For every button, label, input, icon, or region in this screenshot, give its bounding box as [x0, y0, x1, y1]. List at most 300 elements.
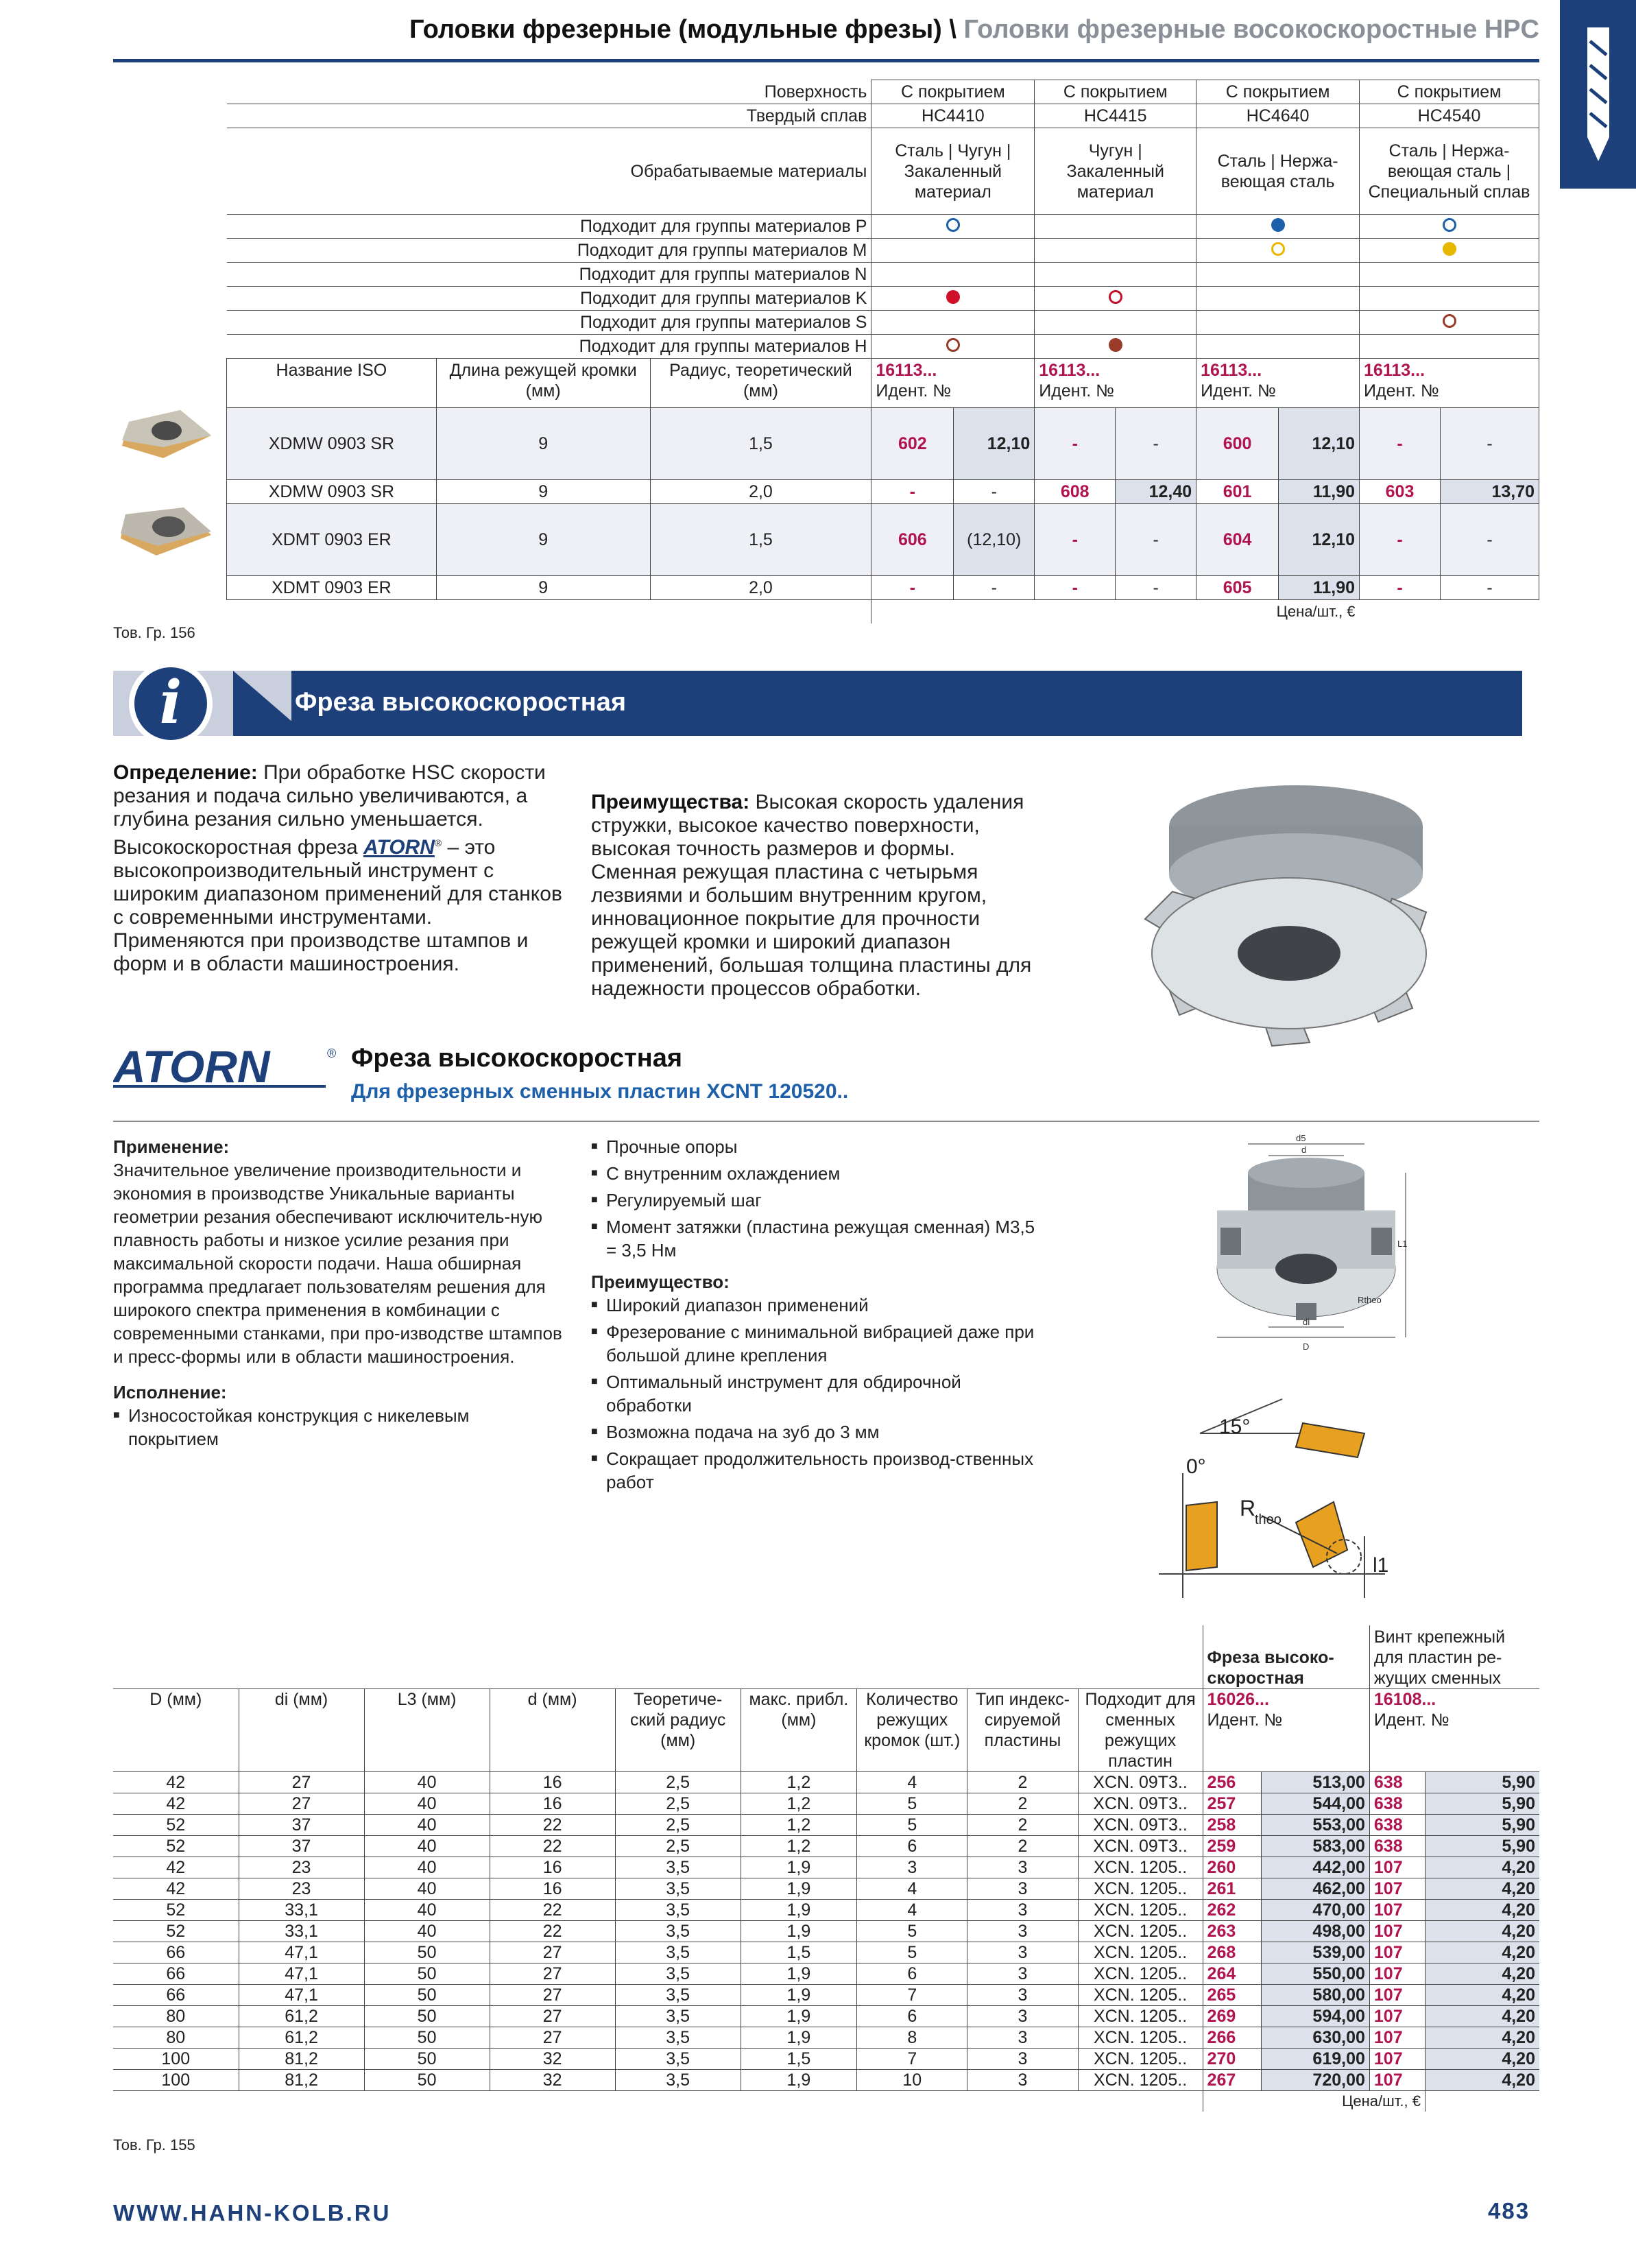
row-label: Подходит для группы материалов S — [227, 311, 871, 335]
cell-radius: 2,5 — [615, 1835, 741, 1857]
ident-number: 605 — [1196, 576, 1279, 600]
cell-D: 52 — [113, 1899, 239, 1920]
ident-label: Идент. № — [1039, 381, 1114, 401]
suitable-outline-icon — [946, 218, 960, 232]
mill-ident: 270 — [1203, 2048, 1261, 2069]
cutting-length: 9 — [436, 504, 650, 576]
drill-icon — [1560, 0, 1636, 189]
suitable-main-icon — [946, 290, 960, 304]
price: - — [1116, 504, 1196, 576]
cell-insert-type: 2 — [967, 1835, 1078, 1857]
suitable-main-icon — [1271, 218, 1285, 232]
list-item: ■ Момент затяжки (пластина режущая сменная) M3,5 = 3,5 Нм — [591, 1215, 1044, 1262]
table-row — [113, 2048, 1539, 2069]
cell-d: 22 — [490, 1920, 615, 1942]
screw-price: 4,20 — [1426, 1920, 1540, 1942]
table-row — [113, 1920, 1539, 1942]
table-row — [113, 1835, 1539, 1857]
ident-label: Идент. № — [1373, 1710, 1449, 1730]
cell-L3: 40 — [364, 1793, 490, 1814]
row-label: Обрабатываемые материалы — [227, 128, 871, 215]
row-label: Подходит для группы материалов K — [227, 287, 871, 311]
mill-ident: 266 — [1203, 2027, 1261, 2048]
application-text: Значительное увеличение производительности и экономия в производстве Уникальные варианты геометрии резания обеспечивают исключитель-ную плавность работы и низкое усилие резания при максимальной скорости подачи. Наша обширная программа предлагает пользователям решения для широкого спектра применения в комбинации с современными станками, при про-изводстве штампов и пресс-формы или в области машиностроения. — [113, 1160, 562, 1367]
price: - — [1116, 408, 1196, 480]
cell-L3: 50 — [364, 1984, 490, 2005]
mill-price: 470,00 — [1261, 1899, 1369, 1920]
list-item: ■ Оптимальный инструмент для обдирочной обработки — [591, 1370, 1044, 1417]
cell-inserts: XCN. 1205.. — [1078, 1899, 1203, 1920]
cell-insert-type: 3 — [967, 1878, 1078, 1899]
row-label: Поверхность — [227, 80, 871, 104]
mill-ident: 258 — [1203, 1814, 1261, 1835]
article-code: 16113... — [876, 361, 937, 380]
ident-number: - — [1035, 504, 1116, 576]
info-title: Фреза высокоскоростная — [295, 688, 627, 717]
table-row — [113, 1984, 1539, 2005]
screw-ident: 107 — [1369, 1942, 1425, 1963]
price: 12,10 — [954, 408, 1035, 480]
screw-ident: 107 — [1369, 1899, 1425, 1920]
price-note: Цена/шт., € — [871, 600, 1360, 624]
cell-di: 27 — [239, 1793, 364, 1814]
screw-ident: 107 — [1369, 2048, 1425, 2069]
advantage-label: Преимущество: — [591, 1272, 730, 1292]
cell-radius: 3,5 — [615, 1984, 741, 2005]
group-k-row — [227, 287, 1539, 311]
cell-radius: 3,5 — [615, 2005, 741, 2027]
cell-edges: 5 — [857, 1814, 967, 1835]
mill-price: 513,00 — [1261, 1771, 1369, 1793]
cell-insert-type: 3 — [967, 1984, 1078, 2005]
atorn-logo — [113, 1042, 339, 1094]
screw-ident: 107 — [1369, 2005, 1425, 2027]
cell-di: 47,1 — [239, 1942, 364, 1963]
table-row — [113, 1857, 1539, 1878]
grade-carbide: HC4415 — [1035, 104, 1196, 128]
cell-D: 80 — [113, 2027, 239, 2048]
label-rtheo: Rtheo — [1358, 1295, 1382, 1305]
mill-ident: 262 — [1203, 1899, 1261, 1920]
cell-insert-type: 3 — [967, 2005, 1078, 2027]
table-row — [113, 1878, 1539, 1899]
cell-radius: 3,5 — [615, 1899, 741, 1920]
table-row — [227, 408, 1539, 480]
row-label: Подходит для группы материалов H — [227, 335, 871, 359]
article-code: 16113... — [1039, 361, 1100, 380]
cell-d: 27 — [490, 2005, 615, 2027]
ident-number: - — [1360, 576, 1441, 600]
cell-max: 1,9 — [741, 1984, 857, 2005]
price: 12,10 — [1279, 408, 1360, 480]
cell-di: 27 — [239, 1771, 364, 1793]
cell-insert-type: 3 — [967, 2069, 1078, 2090]
price-note-row — [113, 2090, 1539, 2112]
cell-d: 22 — [490, 1835, 615, 1857]
cell-max: 1,2 — [741, 1771, 857, 1793]
article-code: 16026... — [1207, 1689, 1269, 1709]
screw-price: 5,90 — [1426, 1771, 1540, 1793]
category-title: Головки фрезерные (модульные фрезы) — [409, 15, 942, 44]
grade-carbide: HC4640 — [1196, 104, 1360, 128]
screw-price: 4,20 — [1426, 2005, 1540, 2027]
cell-L3: 50 — [364, 1963, 490, 1984]
cell-D: 66 — [113, 1984, 239, 2005]
cell-D: 100 — [113, 2048, 239, 2069]
grade-materials: Сталь | Нержа-веющая сталь | Специальный сплав — [1360, 128, 1539, 215]
group-header-row — [113, 1625, 1539, 1688]
price: - — [1440, 576, 1539, 600]
materials-row — [227, 128, 1539, 215]
title-separator: \ — [949, 15, 957, 44]
mill-price: 630,00 — [1261, 2027, 1369, 2048]
cell-L3: 40 — [364, 1920, 490, 1942]
insert-image-sr — [115, 405, 218, 470]
iso-name: XDMT 0903 ER — [227, 576, 437, 600]
group-p-row — [227, 215, 1539, 239]
advantages-paragraph — [591, 791, 1044, 1001]
mill-price: 720,00 — [1261, 2069, 1369, 2090]
table-row — [113, 2005, 1539, 2027]
cell-d: 22 — [490, 1814, 615, 1835]
definition-label: Определение: — [113, 761, 258, 784]
grade-surface: С покрытием — [1035, 80, 1196, 104]
cell-inserts: XCN. 09T3.. — [1078, 1771, 1203, 1793]
cell-d: 27 — [490, 1942, 615, 1963]
screw-price: 4,20 — [1426, 1984, 1540, 2005]
cell-di: 37 — [239, 1814, 364, 1835]
cell-D: 66 — [113, 1963, 239, 1984]
cell-d: 27 — [490, 1963, 615, 1984]
mill-ident: 264 — [1203, 1963, 1261, 1984]
iso-name: XDMW 0903 SR — [227, 408, 437, 480]
cell-L3: 50 — [364, 2048, 490, 2069]
ident-number: - — [871, 480, 954, 504]
screw-price: 4,20 — [1426, 1942, 1540, 1963]
cell-inserts: XCN. 1205.. — [1078, 2069, 1203, 2090]
suitable-main-icon — [1443, 242, 1456, 256]
grade-surface: С покрытием — [871, 80, 1035, 104]
ident-number: - — [1035, 576, 1116, 600]
cell-d: 27 — [490, 1984, 615, 2005]
application-label: Применение: — [113, 1136, 230, 1157]
screw-price: 5,90 — [1426, 1835, 1540, 1857]
cell-d: 16 — [490, 1793, 615, 1814]
cell-edges: 3 — [857, 1857, 967, 1878]
group-h-row — [227, 335, 1539, 359]
cell-radius: 3,5 — [615, 2048, 741, 2069]
screw-price: 4,20 — [1426, 1963, 1540, 1984]
screw-price: 4,20 — [1426, 1878, 1540, 1899]
cell-L3: 50 — [364, 2069, 490, 2090]
ident-number: 602 — [871, 408, 954, 480]
cell-inserts: XCN. 1205.. — [1078, 1878, 1203, 1899]
screw-ident: 107 — [1369, 2027, 1425, 2048]
logo-text: ATORN — [113, 1042, 270, 1090]
col-header-di: di (мм) — [239, 1688, 364, 1771]
section-tab[interactable] — [1560, 0, 1636, 189]
cell-radius: 2,5 — [615, 1793, 741, 1814]
cell-inserts: XCN. 1205.. — [1078, 1857, 1203, 1878]
col-header-max: макс. прибл. (мм) — [741, 1688, 857, 1771]
cell-max: 1,9 — [741, 1920, 857, 1942]
cell-max: 1,9 — [741, 1878, 857, 1899]
cell-radius: 3,5 — [615, 1857, 741, 1878]
cell-insert-type: 2 — [967, 1814, 1078, 1835]
svg-text:®: ® — [327, 1047, 337, 1060]
cell-insert-type: 3 — [967, 1963, 1078, 1984]
price: 11,90 — [1279, 480, 1360, 504]
advantages-label: Преимущества: — [591, 791, 750, 813]
cell-radius: 3,5 — [615, 2027, 741, 2048]
ident-label: Идент. № — [1364, 381, 1439, 401]
product-title: Фреза высокоскоростная — [351, 1044, 683, 1073]
price: - — [954, 480, 1035, 504]
cell-max: 1,2 — [741, 1793, 857, 1814]
list-item: ■ С внутренним охлаждением — [591, 1162, 1044, 1185]
cell-insert-type: 3 — [967, 2027, 1078, 2048]
ident-number: 604 — [1196, 504, 1279, 576]
cell-L3: 40 — [364, 1814, 490, 1835]
cell-max: 1,5 — [741, 1942, 857, 1963]
screw-ident: 638 — [1369, 1771, 1425, 1793]
cell-edges: 5 — [857, 1920, 967, 1942]
dimension-drawing — [1200, 1132, 1426, 1361]
l1-label: l1 — [1373, 1554, 1389, 1577]
cell-di: 33,1 — [239, 1899, 364, 1920]
cell-D: 66 — [113, 1942, 239, 1963]
col-header-radius: Теоретиче-ский радиус (мм) — [615, 1688, 741, 1771]
screw-ident: 638 — [1369, 1814, 1425, 1835]
page-title — [0, 15, 1539, 45]
suitable-main-icon — [1109, 338, 1122, 352]
suitable-outline-icon — [1443, 314, 1456, 328]
cell-L3: 40 — [364, 1899, 490, 1920]
advantage-list — [591, 1293, 1044, 1494]
features-list — [591, 1135, 1044, 1262]
screw-ident: 638 — [1369, 1835, 1425, 1857]
ident-number: 606 — [871, 504, 954, 576]
cell-inserts: XCN. 09T3.. — [1078, 1793, 1203, 1814]
table-row — [113, 2069, 1539, 2090]
mill-ident: 256 — [1203, 1771, 1261, 1793]
cell-inserts: XCN. 09T3.. — [1078, 1835, 1203, 1857]
list-item: ■ Широкий диапазон применений — [591, 1293, 1044, 1317]
grade-materials: Сталь | Чугун | Закаленный материал — [871, 128, 1035, 215]
suitable-outline-icon — [1109, 290, 1122, 304]
ident-number: 603 — [1360, 480, 1441, 504]
column-header-row — [113, 1688, 1539, 1771]
price: 12,40 — [1116, 480, 1196, 504]
mill-price: 544,00 — [1261, 1793, 1369, 1814]
ident-number: 600 — [1196, 408, 1279, 480]
group-s-row — [227, 311, 1539, 335]
radius: 2,0 — [650, 480, 871, 504]
price: - — [954, 576, 1035, 600]
product-group-note: Тов. Гр. 156 — [113, 624, 195, 641]
cell-max: 1,5 — [741, 2048, 857, 2069]
cell-radius: 3,5 — [615, 2069, 741, 2090]
list-item: ■ Возможна подача на зуб до 3 мм — [591, 1420, 1044, 1444]
screw-ident: 107 — [1369, 1963, 1425, 1984]
mill-ident: 267 — [1203, 2069, 1261, 2090]
cell-D: 52 — [113, 1835, 239, 1857]
cell-edges: 4 — [857, 1899, 967, 1920]
insert-angle-diagram — [1159, 1392, 1447, 1608]
cell-edges: 5 — [857, 1942, 967, 1963]
mill-price: 539,00 — [1261, 1942, 1369, 1963]
radius: 1,5 — [650, 408, 871, 480]
cell-radius: 2,5 — [615, 1814, 741, 1835]
definition-paragraph: Определение: При обработке HSC скорости резания и подача сильно увеличиваются, а глубина резания сильно уменьшается. Высокоскоростная фреза ATORN® – это высокопроизводительный инструмент с широким диапазоном применений для станков с современными инструментами. Применяются при производстве штампов и форм и в области машиностроения. — [113, 761, 562, 975]
cell-di: 61,2 — [239, 2005, 364, 2027]
cell-L3: 40 — [364, 1878, 490, 1899]
grade-surface: С покрытием — [1360, 80, 1539, 104]
surface-row — [227, 80, 1539, 104]
mill-price: 583,00 — [1261, 1835, 1369, 1857]
cell-di: 23 — [239, 1857, 364, 1878]
cell-di: 61,2 — [239, 2027, 364, 2048]
section-divider — [113, 1121, 1539, 1122]
cutting-length: 9 — [436, 576, 650, 600]
website-link[interactable]: WWW.HAHN-KOLB.RU — [113, 2200, 392, 2225]
mill-price: 619,00 — [1261, 2048, 1369, 2069]
features-block — [591, 1135, 1044, 1494]
cell-max: 1,9 — [741, 1963, 857, 1984]
cell-insert-type: 3 — [967, 1920, 1078, 1942]
screw-ident: 107 — [1369, 2069, 1425, 2090]
price: 12,10 — [1279, 504, 1360, 576]
cell-D: 52 — [113, 1814, 239, 1835]
screw-price: 4,20 — [1426, 1857, 1540, 1878]
page-number: 483 — [1488, 2198, 1530, 2223]
screw-ident: 107 — [1369, 1857, 1425, 1878]
cell-d: 16 — [490, 1771, 615, 1793]
label-D: D — [1303, 1341, 1310, 1352]
radius: 1,5 — [650, 504, 871, 576]
cell-max: 1,2 — [741, 1835, 857, 1857]
label-d: d — [1301, 1145, 1307, 1155]
ident-label: Идент. № — [1207, 1710, 1283, 1730]
ident-number: - — [871, 576, 954, 600]
col-header-iso: Название ISO — [227, 359, 437, 408]
cell-D: 100 — [113, 2069, 239, 2090]
grade-carbide: HC4540 — [1360, 104, 1539, 128]
cell-inserts: XCN. 1205.. — [1078, 1963, 1203, 1984]
ident-number: - — [1035, 408, 1116, 480]
cell-di: 81,2 — [239, 2048, 364, 2069]
screw-ident: 107 — [1369, 1984, 1425, 2005]
cell-d: 22 — [490, 1899, 615, 1920]
col-header-edges: Количество режущих кромок (шт.) — [857, 1688, 967, 1771]
column-header-row — [227, 359, 1539, 408]
product-group-note: Тов. Гр. 155 — [113, 2136, 195, 2153]
cell-insert-type: 2 — [967, 1793, 1078, 1814]
radius-label: R — [1240, 1496, 1256, 1520]
mill-ident: 263 — [1203, 1920, 1261, 1942]
inserts-table — [226, 80, 1539, 623]
cell-d: 16 — [490, 1857, 615, 1878]
definition-text-2: – это высокопроизводительный инструмент с широким диапазоном применений для станков с современными инструментами. Применяются при производстве штампов и форм и в области машиностроения. — [113, 836, 562, 975]
mill-price: 580,00 — [1261, 1984, 1369, 2005]
cell-radius: 2,5 — [615, 1771, 741, 1793]
label-l1: L1 — [1397, 1239, 1408, 1249]
table-body — [113, 1771, 1539, 2090]
cell-edges: 8 — [857, 2027, 967, 2048]
cell-inserts: XCN. 1205.. — [1078, 1942, 1203, 1963]
design-label: Исполнение: — [113, 1382, 227, 1402]
cell-di: 23 — [239, 1878, 364, 1899]
table-row — [227, 504, 1539, 576]
cell-di: 47,1 — [239, 1963, 364, 1984]
definition-text: При обработке HSC скорости резания и подача сильно увеличиваются, а глубина резания сильно уменьшается. Высокоскоростная фреза — [113, 761, 546, 859]
mill-ident: 260 — [1203, 1857, 1261, 1878]
col-header-L3: L3 (мм) — [364, 1688, 490, 1771]
cell-edges: 5 — [857, 1793, 967, 1814]
cell-L3: 40 — [364, 1857, 490, 1878]
ident-number: - — [1360, 408, 1441, 480]
cell-D: 42 — [113, 1878, 239, 1899]
screw-price: 4,20 — [1426, 2048, 1540, 2069]
cell-L3: 50 — [364, 2005, 490, 2027]
price: 11,90 — [1279, 576, 1360, 600]
price: - — [1440, 504, 1539, 576]
mill-ident: 269 — [1203, 2005, 1261, 2027]
table-row — [113, 2027, 1539, 2048]
cell-D: 42 — [113, 1793, 239, 1814]
cell-inserts: XCN. 1205.. — [1078, 2005, 1203, 2027]
screw-ident: 107 — [1369, 1920, 1425, 1942]
col-header-inserts: Подходит для сменных режущих пластин — [1078, 1688, 1203, 1771]
grade-materials: Сталь | Нержа-веющая сталь — [1196, 128, 1360, 215]
atorn-brand-inline: ATORN — [363, 836, 435, 859]
screw-price: 4,20 — [1426, 2069, 1540, 2090]
carbide-row — [227, 104, 1539, 128]
radius-sub-label: theo — [1255, 1512, 1282, 1527]
cell-L3: 40 — [364, 1771, 490, 1793]
mill-price: 442,00 — [1261, 1857, 1369, 1878]
angle-15-label: 15° — [1219, 1416, 1251, 1438]
list-item: ■ Прочные опоры — [591, 1135, 1044, 1158]
price-note: Цена/шт., € — [1203, 2090, 1425, 2112]
mill-price: 498,00 — [1261, 1920, 1369, 1942]
screw-ident: 107 — [1369, 1878, 1425, 1899]
label-di: di — [1303, 1317, 1310, 1327]
grade-materials: Чугун | Закаленный материал — [1035, 128, 1196, 215]
design-list — [113, 1404, 562, 1451]
cell-D: 80 — [113, 2005, 239, 2027]
cell-di: 47,1 — [239, 1984, 364, 2005]
table-row — [227, 576, 1539, 600]
price: (12,10) — [954, 504, 1035, 576]
col-header-d: d (мм) — [490, 1688, 615, 1771]
article-code: 16113... — [1364, 361, 1426, 380]
table-row — [113, 1899, 1539, 1920]
cell-radius: 3,5 — [615, 1878, 741, 1899]
cell-di: 37 — [239, 1835, 364, 1857]
iso-name: XDMT 0903 ER — [227, 504, 437, 576]
suitable-outline-icon — [1443, 218, 1456, 232]
cell-di: 81,2 — [239, 2069, 364, 2090]
cell-di: 33,1 — [239, 1920, 364, 1942]
cell-max: 1,9 — [741, 2069, 857, 2090]
price: 13,70 — [1440, 480, 1539, 504]
cell-d: 27 — [490, 2027, 615, 2048]
row-label: Твердый сплав — [227, 104, 871, 128]
row-label: Подходит для группы материалов M — [227, 239, 871, 263]
cell-max: 1,2 — [741, 1814, 857, 1835]
price-note-row — [227, 600, 1539, 624]
